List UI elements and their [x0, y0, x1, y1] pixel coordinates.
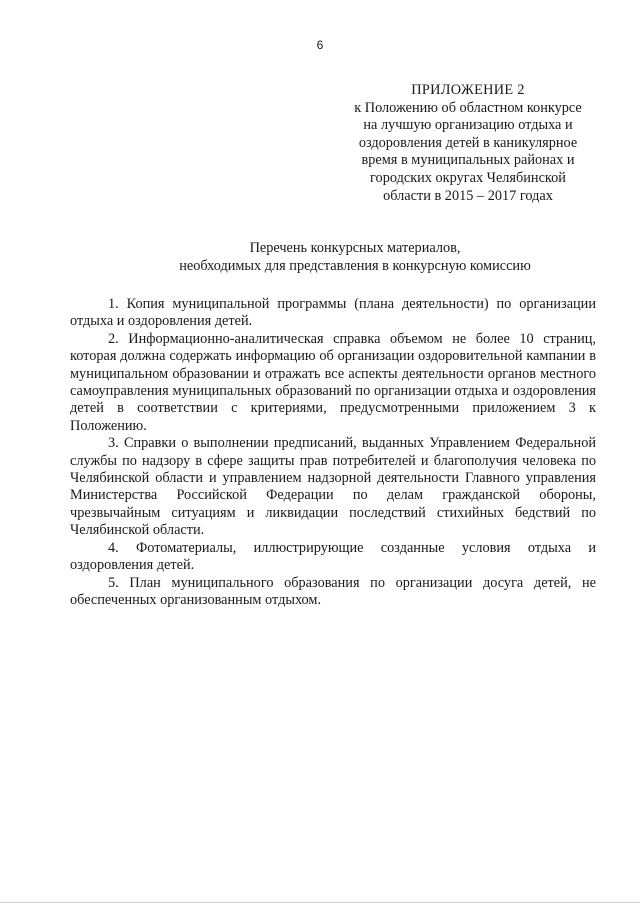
list-item: 1. Копия муниципальной программы (плана деятельности) по организации отдыха и оздоровления детей.: [70, 296, 596, 330]
page-edge-divider: [0, 902, 640, 903]
heading-line: необходимых для представления в конкурсную комиссию: [179, 257, 531, 274]
appendix-title: ПРИЛОЖЕНИЕ 2: [411, 82, 525, 98]
list-item: 3. Справки о выполнении предписаний, выданных Управлением Федеральной службы по надзору в сфере защиты прав потребителей и благополучия человека по Челябинской области и управлением надзорной деятельности Главного управления Министерства Российской Федерации по делам гражданской обороны, чрезвычайным ситуациям и ликвидации последствий стихийных бедствий по Челябинской области.: [70, 435, 596, 539]
heading-line: Перечень конкурсных материалов,: [249, 240, 461, 256]
list-item: 4. Фотоматериалы, иллюстрирующие созданные условия отдыха и оздоровления детей.: [70, 539, 596, 574]
appendix-line: области в 2015 – 2017 годах: [383, 187, 553, 204]
appendix-line: оздоровления детей в каникулярное: [358, 134, 578, 151]
appendix-block: [326, 82, 610, 205]
page-number: 6: [316, 38, 324, 52]
appendix-line: городских округах Челябинской: [370, 169, 566, 186]
document-heading: [60, 240, 640, 275]
list-item: 2. Информационно-аналитическая справка объемом не более 10 страниц, которая должна содержать информацию об организации оздоровительной кампании в муниципальном образовании и отражать все аспекты деятельности органов местного самоуправления муниципальных образований по организации отдыха и оздоровления детей в соответствии с критериями, предусмотренными приложением 3 к Положению.: [70, 330, 596, 434]
appendix-line: время в муниципальных районах и: [361, 152, 575, 169]
appendix-line: на лучшую организацию отдыха и: [363, 117, 573, 134]
list-item: 5. План муниципального образования по организации досуга детей, не обеспеченных организованным отдыхом.: [70, 574, 596, 608]
materials-list: [70, 296, 596, 609]
appendix-line: к Положению об областном конкурсе: [354, 99, 582, 116]
